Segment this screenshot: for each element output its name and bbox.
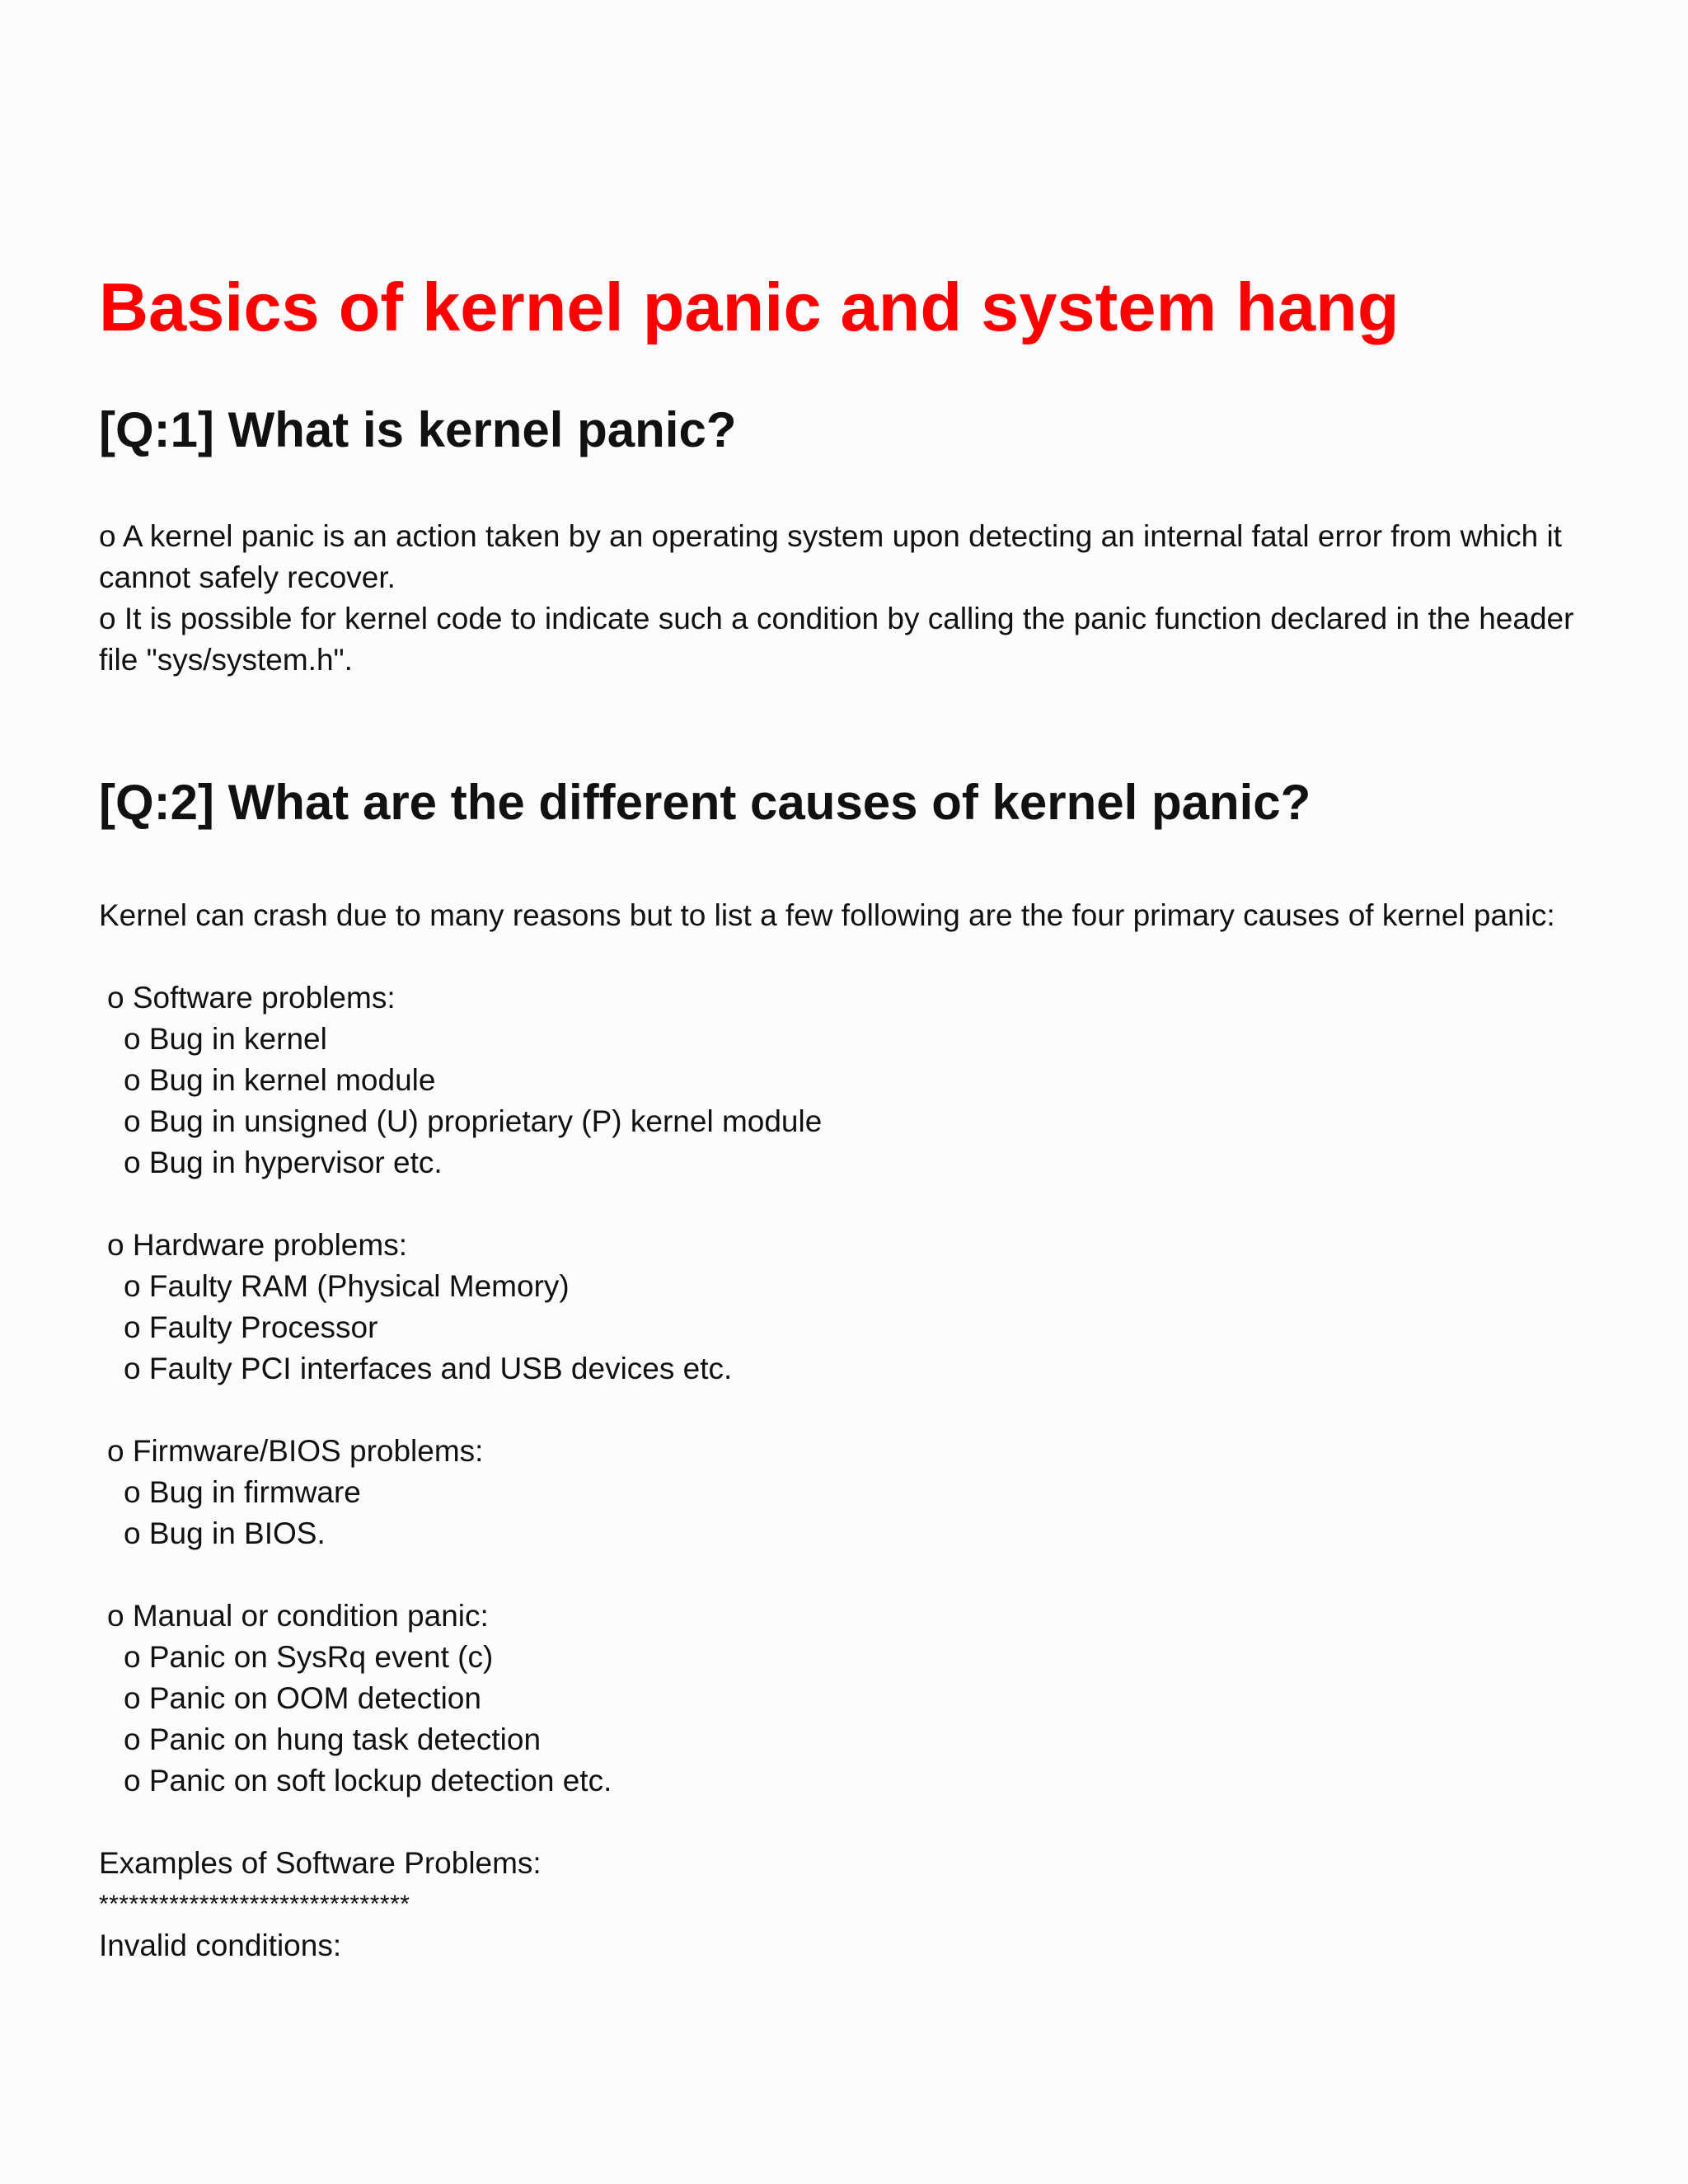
q2-intro: Kernel can crash due to many reasons but to list a few following are the four primary causes of kernel panic: bbox=[99, 898, 1555, 932]
cause-item: o Faulty PCI interfaces and USB devices etc. bbox=[124, 1352, 733, 1385]
cause-item: o Faulty Processor bbox=[124, 1310, 378, 1344]
cause-list bbox=[99, 1266, 1589, 1390]
cause-group-heading: o Firmware/BIOS problems: bbox=[107, 1434, 484, 1468]
cause-list bbox=[99, 1472, 1589, 1554]
q1-point-1: o A kernel panic is an action taken by an operating system upon detecting an internal fatal error from which it cannot safely recover. bbox=[99, 519, 1562, 594]
examples-heading: Examples of Software Problems: bbox=[99, 1846, 542, 1880]
document-title: Basics of kernel panic and system hang bbox=[99, 269, 1400, 345]
cause-group-heading: o Software problems: bbox=[107, 981, 396, 1015]
star-separator: ******************************* bbox=[99, 1891, 410, 1918]
cause-group-heading: o Manual or condition panic: bbox=[107, 1599, 489, 1633]
cause-item: o Panic on soft lockup detection etc. bbox=[124, 1764, 612, 1797]
cause-list bbox=[99, 1637, 1589, 1802]
cause-group-software bbox=[99, 977, 1589, 1183]
cause-item: o Panic on hung task detection bbox=[124, 1722, 542, 1756]
question-2-heading: [Q:2] What are the different causes of kernel panic? bbox=[99, 775, 1311, 830]
cause-item: o Bug in hypervisor etc. bbox=[124, 1146, 443, 1179]
cause-item: o Bug in BIOS. bbox=[124, 1516, 326, 1550]
cause-item: o Panic on SysRq event (c) bbox=[124, 1640, 494, 1674]
cause-group-heading: o Hardware problems: bbox=[107, 1228, 407, 1262]
invalid-conditions-label: Invalid conditions: bbox=[99, 1929, 342, 1962]
q1-point-2: o It is possible for kernel code to indicate such a condition by calling the panic function declared in the header file "sys/system.h". bbox=[99, 602, 1574, 677]
examples-section bbox=[99, 1843, 1589, 1966]
question-1-answer bbox=[99, 516, 1589, 681]
cause-group-hardware bbox=[99, 1225, 1589, 1390]
cause-item: o Panic on OOM detection bbox=[124, 1681, 481, 1715]
question-1-heading: [Q:1] What is kernel panic? bbox=[99, 402, 737, 457]
cause-item: o Bug in unsigned (U) proprietary (P) kernel module bbox=[124, 1104, 823, 1138]
cause-group-manual bbox=[99, 1596, 1589, 1802]
cause-group-firmware bbox=[99, 1431, 1589, 1554]
cause-item: o Bug in kernel bbox=[124, 1022, 327, 1056]
cause-item: o Faulty RAM (Physical Memory) bbox=[124, 1269, 570, 1303]
cause-list bbox=[99, 1019, 1589, 1183]
cause-item: o Bug in firmware bbox=[124, 1475, 361, 1509]
cause-item: o Bug in kernel module bbox=[124, 1063, 436, 1097]
